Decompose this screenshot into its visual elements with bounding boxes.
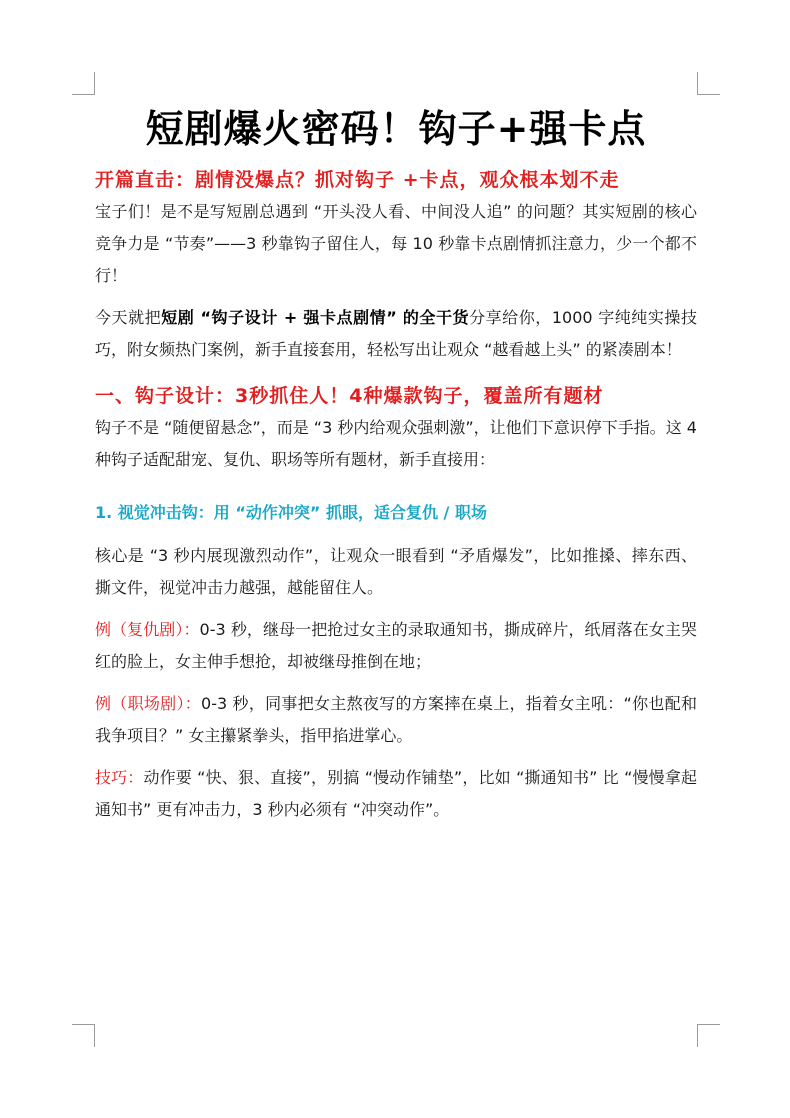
intro-paragraph-2-bold: 短剧 “钩子设计 + 强卡点剧情” 的全干货 <box>161 308 470 327</box>
section1-sub1-heading: 1. 视觉冲击钩：用 “动作冲突” 抓眼，适合复仇 / 职场 <box>95 503 487 522</box>
section1-sub1-core: 核心是 “3 秒内展现激烈动作”，让观众一眼看到 “矛盾爆发”，比如推搡、摔东西、撕文件，视觉冲击力越强，越能留住人。 <box>95 546 697 597</box>
page-corner-bottom-left <box>72 1024 95 1047</box>
page-corner-top-left <box>72 72 95 95</box>
intro-paragraph-2-part1: 今天就把 <box>95 308 162 327</box>
example-revenge <box>95 614 697 678</box>
intro-paragraph-2-part2: 分享给你，1000 字纯纯实操技巧，附女频热门案例，新手直接套用，轻松写出让观众 “越看越上头” 的紧凑剧本！ <box>95 308 697 359</box>
document-title: 短剧爆火密码！钩子+强卡点 <box>145 107 647 151</box>
page-corner-bottom-right <box>697 1024 720 1047</box>
example-revenge-text: 0-3 秒，继母一把抢过女主的录取通知书，撕成碎片，纸屑落在女主哭红的脸上，女主伸手想抢，却被继母推倒在地； <box>95 620 697 671</box>
example-workplace-label: 例（职场剧）： <box>95 694 202 713</box>
example-workplace <box>95 688 697 752</box>
intro-paragraph-1: 宝子们！是不是写短剧总遇到 “开头没人看、中间没人追” 的问题？其实短剧的核心竞争力是 “节奏”——3 秒靠钩子留住人，每 10 秒靠卡点剧情抓注意力，少一个都不行！ <box>95 202 697 285</box>
example-workplace-text: 0-3 秒，同事把女主熬夜写的方案摔在桌上，指着女主吼：“你也配和我争项目？” 女主攥紧拳头，指甲掐进掌心。 <box>95 694 697 745</box>
section1-heading: 一、钩子设计：3秒抓住人！4种爆款钩子，覆盖所有题材 <box>95 385 604 407</box>
tip-text: 动作要 “快、狠、直接”，别搞 “慢动作铺垫”，比如 “撕通知书” 比 “慢慢拿起通知书” 更有冲击力，3 秒内必须有 “冲突动作”。 <box>95 768 697 819</box>
tip-label: 技巧： <box>95 768 144 787</box>
intro-heading: 开篇直击：剧情没爆点？抓对钩子 +卡点，观众根本划不走 <box>95 169 620 191</box>
intro-paragraph-2 <box>95 302 697 366</box>
tip-paragraph <box>95 762 697 826</box>
document-page <box>95 100 697 826</box>
example-revenge-label: 例（复仇剧）： <box>95 620 200 639</box>
page-corner-top-right <box>697 72 720 95</box>
section1-paragraph: 钩子不是 “随便留悬念”，而是 “3 秒内给观众强刺激”，让他们下意识停下手指。这 4 种钩子适配甜宠、复仇、职场等所有题材，新手直接用： <box>95 418 697 469</box>
